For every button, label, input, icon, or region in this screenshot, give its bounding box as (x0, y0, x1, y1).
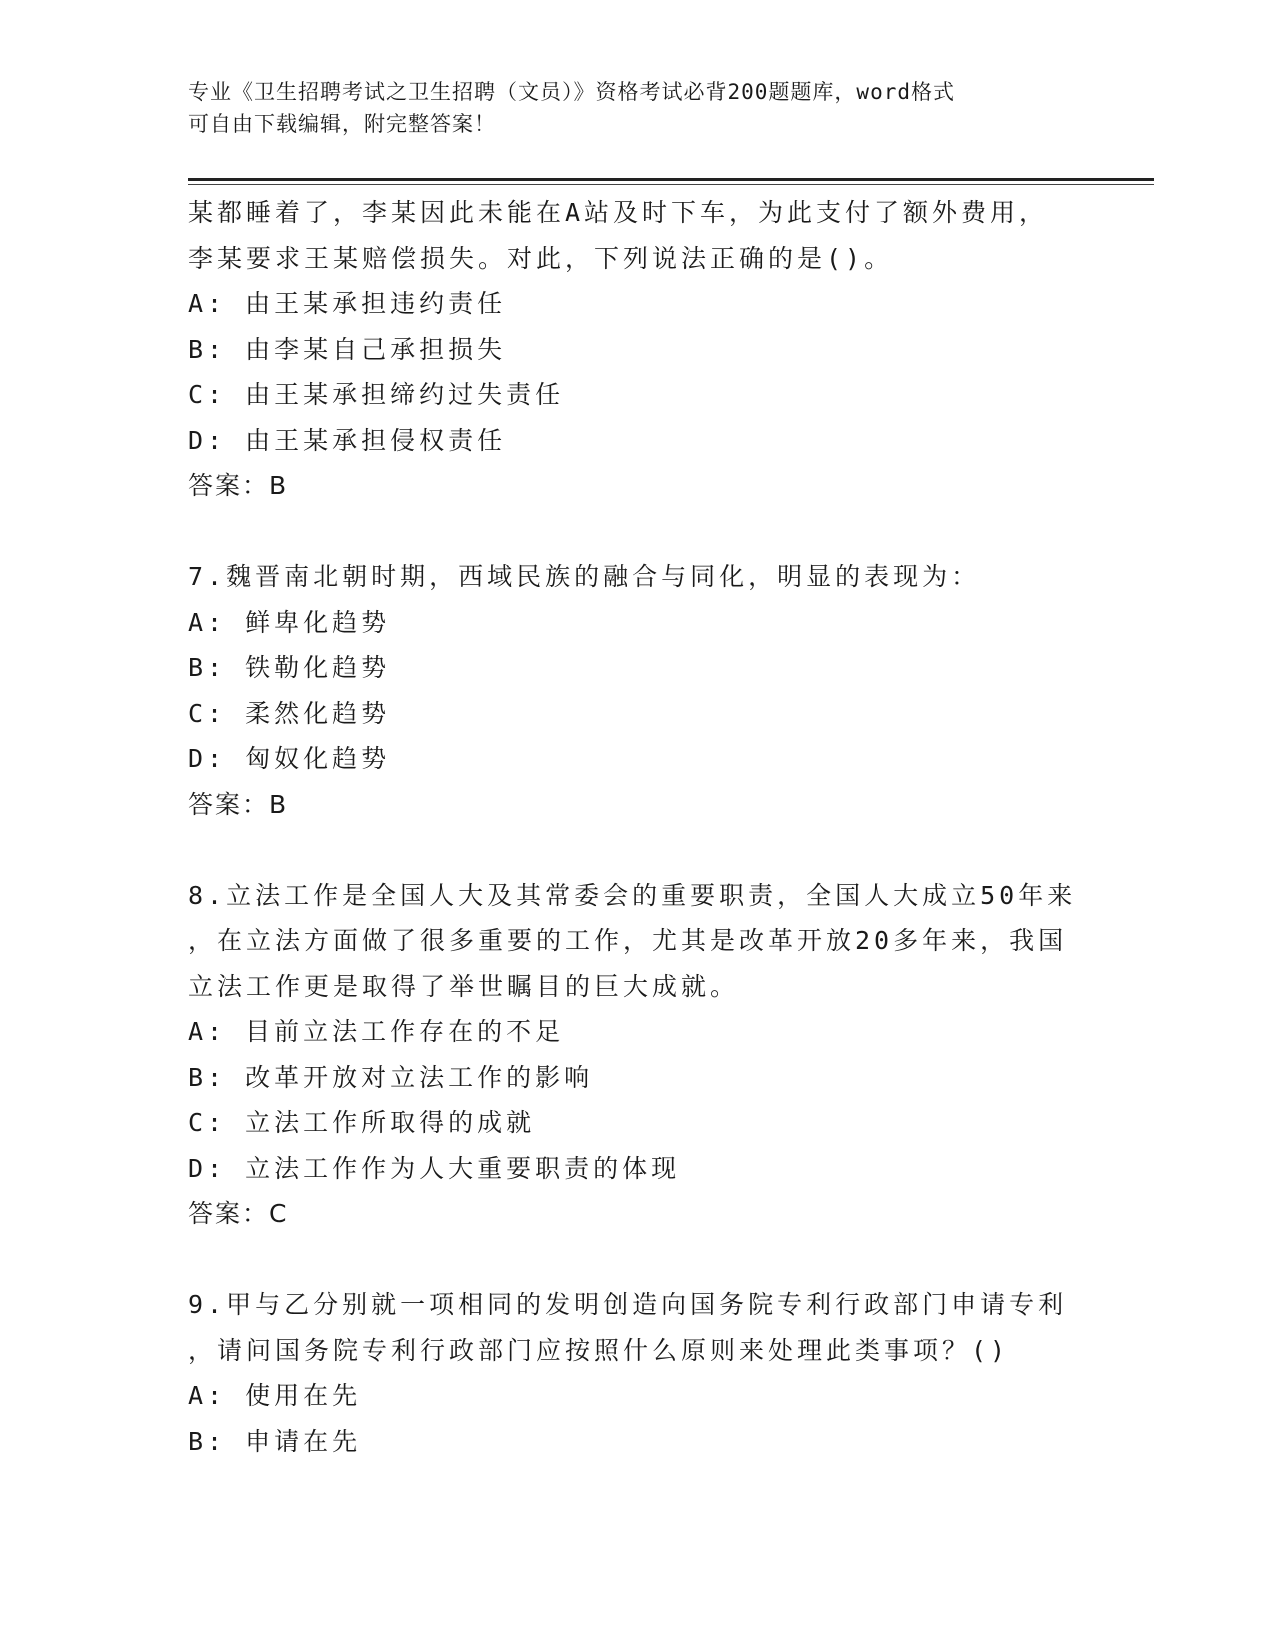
option-b: B: 铁勒化趋势 (188, 653, 391, 682)
header-divider-thin (188, 184, 1154, 185)
answer-line: 答案：B (188, 471, 289, 500)
option-c: C: 柔然化趋势 (188, 698, 391, 728)
option-c: C: 由王某承担缔约过失责任 (188, 380, 565, 409)
option-d: D: 由王某承担侵权责任 (188, 425, 507, 455)
spacer (188, 509, 1148, 555)
question-6 (188, 190, 1148, 509)
question-stem-line: ，在立法方面做了很多重要的工作，尤其是改革开放20多年来，我国 (188, 926, 1068, 955)
option-d: D: 匈奴化趋势 (188, 744, 391, 773)
question-stem-line: 立法工作更是取得了举世瞩目的巨大成就。 (188, 971, 740, 1001)
option-d: D: 立法工作作为人大重要职责的体现 (188, 1153, 681, 1183)
question-7 (188, 554, 1148, 827)
question-9 (188, 1282, 1148, 1464)
question-stem-line: 7.魏晋南北朝时期，西域民族的融合与同化，明显的表现为： (188, 562, 981, 591)
header-divider-thick (188, 178, 1154, 181)
option-a: A: 目前立法工作存在的不足 (188, 1017, 565, 1046)
question-stem-line: 9.甲与乙分别就一项相同的发明创造向国务院专利行政部门申请专利 (188, 1290, 1068, 1319)
question-stem-line: 某都睡着了，李某因此未能在A站及时下车，为此支付了额外费用， (188, 198, 1049, 227)
option-c: C: 立法工作所取得的成就 (188, 1108, 536, 1137)
spacer (188, 827, 1148, 873)
document-header (188, 76, 1088, 140)
option-a: A: 使用在先 (188, 1381, 362, 1410)
question-stem-line: 李某要求王某赔偿损失。对此，下列说法正确的是()。 (188, 243, 894, 273)
question-stem-line: 8.立法工作是全国人大及其常委会的重要职责，全国人大成立50年来 (188, 880, 1077, 910)
option-a: A: 鲜卑化趋势 (188, 607, 391, 637)
header-line-2: 可自由下载编辑，附完整答案！ (188, 112, 496, 136)
question-stem-line: ，请问国务院专利行政部门应按照什么原则来处理此类事项？() (188, 1335, 1010, 1365)
answer-line: 答案：C (188, 1199, 289, 1228)
option-a: A: 由王某承担违约责任 (188, 289, 507, 318)
answer-line: 答案：B (188, 789, 289, 819)
spacer (188, 1237, 1148, 1283)
header-line-1: 专业《卫生招聘考试之卫生招聘（文员）》资格考试必背200题题库，word格式 (188, 80, 955, 104)
option-b: B: 由李某自己承担损失 (188, 334, 507, 364)
option-b: B: 改革开放对立法工作的影响 (188, 1062, 594, 1092)
question-content (188, 190, 1148, 1464)
question-8 (188, 873, 1148, 1237)
option-b: B: 申请在先 (188, 1426, 362, 1456)
